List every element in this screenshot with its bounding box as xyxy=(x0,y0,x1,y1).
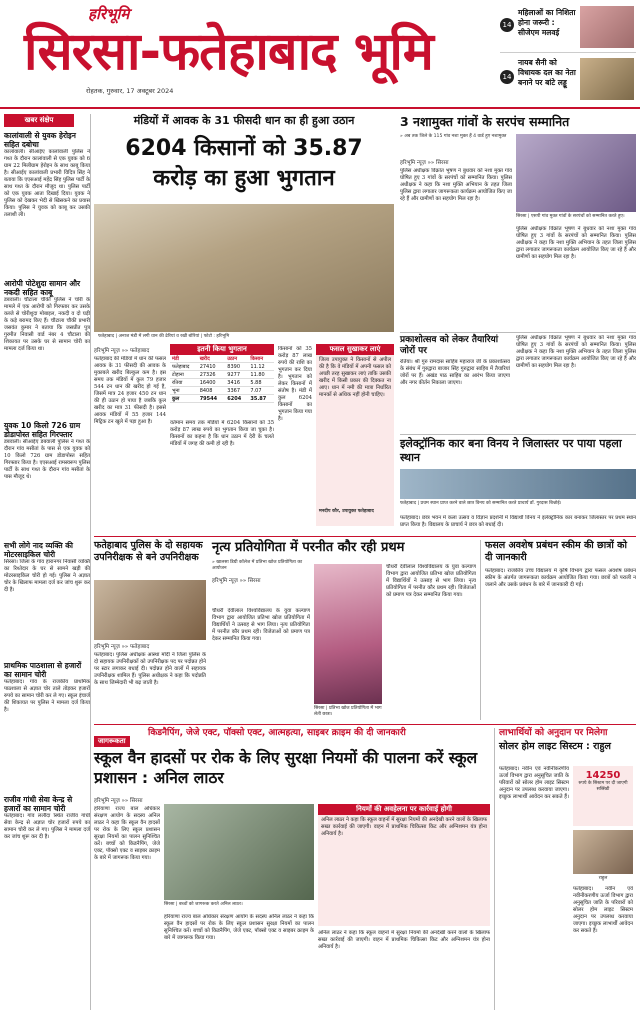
bottom-strip xyxy=(94,728,490,1010)
right-story-2 xyxy=(400,332,636,433)
dance-byline: हरिभूमि न्यूज़ »» सिरसा xyxy=(212,578,261,584)
table-cell: टोहाना xyxy=(170,371,198,379)
sidebar-item xyxy=(4,661,90,791)
main-photo xyxy=(94,204,394,332)
table-cell: 11.12 xyxy=(248,363,274,371)
strip-text: हरियाणा राज्य बाल अधिकार संरक्षण आयोग के सदस्य अनिल लाठर ने कहा कि स्कूल वैन हादसों पर रोक के लिए स्कूल प्रशासन सुरक्षा नियमों का पालन सुनिश्चित करें। बच्चों को किडनैपिंग, जेजे एक्ट, पॉक्सो एक्ट व साइबर क्राइम के बारे में जागरूक किया गया। xyxy=(94,806,160,861)
masthead xyxy=(0,0,640,110)
main-story xyxy=(94,114,394,532)
dance-photo xyxy=(314,564,382,704)
right1-text-2: पुलिस अधीक्षक विक्रांत भूषण ने बुधवार को नशा मुक्त गांव घोषित हुए 3 गांवों के सरपंचों को सम्मानित किया। पुलिस अधीक्षक ने कहा कि नशा मुक्ति अभियान के तहत जिला पुलिस द्वारा लगातार जागरूकता कार्यक्रम आयोजित किए जा रहे हैं और ग्रामीणों का सहयोग मिल रहा है। xyxy=(516,226,636,260)
main-sidebox-text: जिला उपायुक्त ने किसानों से अपील की है कि वे मंडियों में अपनी फसल को अच्छी तरह सुखाकर लाएं ताकि उसकी खरीद में किसी प्रकार की दिक्कत ना आए। धान में नमी की मात्रा निर्धारित मानकों से अधिक नहीं होनी चाहिए। xyxy=(319,357,391,398)
sidebar-item-body: डबवाली। चौटाला चौकी पुलिस ने चोरी के मामले में एक आरोपी को गिरफ्तार कर उसके कब्जे से चोरीशुदा मोबाइल, नकदी व दो घड़ी के कड़े बरामद किए हैं। चौटाला चौकी प्रभारी जसवंत कुमार ने बताया कि जसप्रीत पुत्र गुरमीत निवासी वार्ड नंबर 4 चौटाला की शिकायत पर उसके घर से सामान चोरी का मामला दर्ज किया था। xyxy=(4,297,90,352)
masthead-title: सिरसा-फतेहाबाद भूमि xyxy=(24,22,433,82)
main-byline: हरिभूमि न्यूज़ »» फतेहाबाद xyxy=(94,348,150,354)
story-solar xyxy=(494,728,636,1010)
right1-headline: 3 नशामुक्त गांवों के सरपंच सम्मानित xyxy=(400,114,570,129)
table-header-cell: मंडी xyxy=(170,355,198,363)
main-headline: 6204 किसानों को 35.87 करोड़ का हुआ भुगतान xyxy=(125,136,363,191)
promo-box-2[interactable] xyxy=(500,56,636,104)
main-sidebox-title: फसल सुखाकर लाएं xyxy=(316,344,394,355)
promo-text-2: नायब सैनी को विधायक दल का नेता बनाने पर बांटे लड्डू xyxy=(518,58,576,87)
main-sidebox-byline: मनदीप कौर, उपायुक्त फतेहाबाद xyxy=(319,509,374,514)
payment-table-grid xyxy=(170,355,274,403)
right-story-3 xyxy=(400,434,636,535)
promo-box-1[interactable] xyxy=(500,4,636,53)
strip-text-2: हरियाणा राज्य बाल अधिकार संरक्षण आयोग के सदस्य अनिल लाठर ने कहा कि स्कूल वैन हादसों पर रोक के लिए स्कूल प्रशासन सुरक्षा नियमों का पालन सुनिश्चित करें। बच्चों को किडनैपिंग, जेजे एक्ट, पॉक्सो एक्ट व साइबर क्राइम के बारे में जागरूक किया गया। xyxy=(164,914,314,941)
right3-caption: फतेहाबाद | प्रथम स्थान प्राप्त करने वाले छात्र विनय को सम्मानित करते प्राचार्य डॉ. गुरदास बिश्नोई। xyxy=(400,501,562,506)
sidebar-item xyxy=(4,131,90,275)
table-row xyxy=(170,387,274,395)
dance-text-2: चौधरी देवीलाल विश्वविद्यालय के युवा कल्याण विभाग द्वारा आयोजित प्रतिभा खोज प्रतियोगिता में विद्यार्थियों ने उत्साह से भाग लिया। नृत्य प्रतियोगिता में परनीत कौर प्रथम रही। विजेताओं को प्रमाण पत्र देकर सम्मानित किया गया। xyxy=(386,564,476,598)
sidebar-item xyxy=(4,421,90,537)
right3-text: फतेहाबाद। छात्र भवन में कला उत्सव व विज्ञान प्रदर्शनी में विद्यार्थी विनय ने इलेक्ट्रॉनिक कार बनाकर जिलास्तर पर प्रथम स्थान प्राप्त किया है। विद्यालय के प्राचार्य ने छात्र को बधाई दी। xyxy=(400,515,636,528)
promo-photo-1 xyxy=(580,6,634,48)
right2-text-2: पुलिस अधीक्षक विक्रांत भूषण ने बुधवार को नशा मुक्त गांव घोषित हुए 3 गांवों के सरपंचों को सम्मानित किया। पुलिस अधीक्षक ने कहा कि नशा मुक्ति अभियान के तहत जिला पुलिस द्वारा लगातार जागरूकता कार्यक्रम आयोजित किए जा रहे हैं और ग्रामीणों का सहयोग मिल रहा है। xyxy=(516,335,636,369)
section-rule-2 xyxy=(94,724,636,725)
sidebar-item xyxy=(4,541,90,657)
table-cell: 3416 xyxy=(225,379,248,387)
promo-num-2: 14 xyxy=(500,70,514,84)
story-dance xyxy=(212,540,476,720)
solar-box xyxy=(573,766,633,826)
sidebar-item-body: कालांवाली। सीआईए कालांवाली पुलिस ने गश्त के दौरान कालांवाली से एक युवक को 6 ग्राम 22 मिलीग्राम हेरोइन के साथ काबू किया है। सीआईए कालांवाली प्रभारी विदित्र सिंह ने बताया कि एएसआई महेंद्र सिंह पुलिस पार्टी के साथ गश्त के दौरान मौजूद था। पुलिस पार्टी को एक युवक आता दिखाई दिया। युवक ने पुलिस को देखकर भेदी से खिसकने का प्रयास किया। पुलिस ने युवक को काबू कर उसकी तलाशी ली। xyxy=(4,149,90,218)
main-col1: फतेहाबाद की मंडियों में धान की फसल आवक के 31 फीसदी की आवक के मुकाबले खरीद बिल्कुल कम है। इस समय तक मंडियों में कुल 79 हजार 544 टन धान की खरीद हो गई है, जिसमें मात्र 24 हजार 450 टन धान की ही उठान हो पाया है जबकि कुल खरीद का मात्र 31 फीसदी है। इससे आवक मंडियों में 55 हजार 144 मिट्रिक टन खुले में पड़ा हुआ है। xyxy=(94,356,166,425)
sidebar-item-title: राजीव गांधी सेवा केन्द्र से हजारों का सामान चोरी xyxy=(4,795,73,813)
section-rule-1 xyxy=(94,536,636,537)
scheme-headline: फसल अवशेष प्रबंधन स्कीम की छात्रों को दी जानकारी xyxy=(485,540,627,563)
table-cell: 8408 xyxy=(198,387,226,395)
sidebar-item-body: फतेहाबाद। गांव के राजकीय प्राथमिक पाठशाला से अज्ञात चोर ताले तोड़कर हजारों रुपये का सामान चोरी कर ले गए। स्कूल इंचार्ज की शिकायत पर पुलिस ने मामला दर्ज किया है। xyxy=(4,679,90,713)
table-header-cell: किसान xyxy=(248,355,274,363)
strip-kicker: किडनैपिंग, जेजे एक्ट, पॉक्सो एक्ट, आत्महत्या, साइबर क्राइम की दी जानकारी xyxy=(148,728,406,738)
solar-box-num: 14250 xyxy=(585,770,621,781)
main-kicker: मंडियों में आवक के 31 फीसदी धान का ही हुआ उठान xyxy=(133,114,355,127)
promo-num-1: 14 xyxy=(500,18,514,32)
promo-photo-2 xyxy=(580,58,634,100)
police-photo xyxy=(94,580,206,640)
right3-photo xyxy=(400,469,636,499)
table-row xyxy=(170,371,274,379)
right1-photo xyxy=(516,134,636,212)
promo-text-1: महिलाओं का निशिता होना जरूरी : सीजेएम मलवई xyxy=(518,8,576,37)
right1-bullets: » अब तक जिले के 115 गांव नशा मुक्त हैं 4 वार्ड हुए नशामुक्त xyxy=(400,134,507,139)
sidebar-item-body: सिरसा। जिला के गांव हारानगर निवासी व्यक्ति का रिश्तेदार के घर से सामने खड़ी की मोटरसाइकिल चोरी हो गई। पुलिस ने अज्ञात चोर के खिलाफ मामला दर्ज कर जांच शुरू कर दी है। xyxy=(4,559,90,593)
right1-text: पुलिस अधीक्षक विक्रांत भूषण ने बुधवार को नशा मुक्त गांव घोषित हुए 3 गांवों के सरपंचों को सम्मानित किया। पुलिस अधीक्षक ने कहा कि नशा मुक्ति अभियान के तहत जिला पुलिस द्वारा लगातार जागरूकता कार्यक्रम आयोजित किए जा रहे हैं और ग्रामीणों का सहयोग मिल रहा है। xyxy=(400,168,512,202)
sidebar-item-body: फतेहाबाद। गांव ललौदा स्थित राजीव गांधी सेवा केन्द्र से अज्ञात चोर हजारों रुपये का सामान चोरी कर ले गए। पुलिस ने मामला दर्ज कर जांच शुरू कर दी है। xyxy=(4,813,90,840)
right1-byline: हरिभूमि न्यूज़ »» सिरसा xyxy=(400,160,449,166)
police-headline: फतेहाबाद पुलिस के दो सहायक उपनिरीक्षक से बने उपनिरीक्षक xyxy=(94,540,203,563)
table-header-cell: खरीद xyxy=(198,355,226,363)
payment-table xyxy=(170,344,274,403)
logo-small: हरिभूमि xyxy=(88,5,130,23)
table-cell: 27410 xyxy=(198,363,226,371)
sidebar-item-body: डबवाली। सीआईए डबवाली पुलिस ने गश्त के दौरान गांव मसीतां के पास से एक युवक को 10 किलो 726 ग्राम डोडापोस्त सहित गिरफ्तार किया है। एएसआई रामस्वरूप पुलिस पार्टी के साथ गश्त के दौरान गांव मसीतां के पास मौजूद थे। xyxy=(4,439,90,480)
solar-text: फतेहाबाद। नवीन एवं नवीनीकरणीय ऊर्जा विभाग द्वारा अनुसूचित जाति के परिवारों को सोलर होम लाइट सिस्टम अनुदान पर उपलब्ध करवाया जाएगा। इच्छुक लाभार्थी आवेदन कर सकते हैं। xyxy=(499,766,569,800)
sidebar-item xyxy=(4,279,90,417)
table-cell: कुल xyxy=(170,395,198,403)
main-photo-caption: फतेहाबाद | अनाज मंडी में लगी धान की ढेरियां व रखी बोरियां | फोटो : हरिभूमि xyxy=(98,334,230,339)
table-cell: 6204 xyxy=(225,395,248,403)
strip-photo xyxy=(164,804,314,900)
solar-caption: राहुल xyxy=(598,876,608,881)
scheme-text: फतेहाबाद। राजकीय उच्च विद्यालय में कृषि विभाग द्वारा फसल अवशेष प्रबंधन स्कीम के अंतर्गत जागरूकता कार्यक्रम आयोजित किया गया। छात्रों को पराली न जलाने और उसके प्रबंधन के बारे में जानकारी दी गई। xyxy=(485,568,636,588)
story-police xyxy=(94,540,206,720)
table-row xyxy=(170,379,274,387)
main-col3: किसानों को 35 करोड़ 87 लाख रुपये की राशि का भुगतान कर दिया है। भुगतान को लेकर किसानों में संतोष है। मंडी में कुल 6204 किसानों का भुगतान किया गया है। xyxy=(278,346,312,422)
right2-text: रतिया। श्री गुरु रामदास साहिब महाराज जी के प्रकाशोत्सव के संबंध में गुरुद्वारा बाजार सिंह गुरुद्वारा साहिब में तैयारियां जोरों पर हैं। अखंड पाठ साहिब का आरंभ किया जाएगा और नगर कीर्तन निकाला जाएगा। xyxy=(400,359,510,386)
table-cell: 7.07 xyxy=(248,387,274,395)
table-cell: 27326 xyxy=(198,371,226,379)
sidebar-item-title: आरोपी पोटेशुदा सामान और नकदी सहित काबू xyxy=(4,279,81,297)
strip-text-3: अनिल लाठर ने कहा कि स्कूल वाहनों में सुरक्षा नियमों की अनदेखी करने वालों के खिलाफ सख्त कार्रवाई की जाएगी। वाहन में प्राथमिक चिकित्सा किट और अग्निशमन यंत्र होना अनिवार्य है। xyxy=(318,930,490,950)
right3-headline: इलेक्ट्रॉनिक कार बना विनय ने जिलास्तर पर पाया पहला स्थान xyxy=(400,437,622,464)
sidebar-item-title: कालांवाली से युवक हेरोइन सहित दबोचा xyxy=(4,131,76,149)
table-cell: 9277 xyxy=(225,371,248,379)
table-cell: 35.87 xyxy=(248,395,274,403)
main-col2: वर्तमान समय तक मंडियों में 6204 किसानों को 35 करोड़ 87 लाख रुपये का भुगतान किया जा चुका है। किसानों का कहना है कि धान उठान में देरी के चलते मंडियों में जगह की कमी हो रही है। xyxy=(170,420,274,447)
strip-box xyxy=(318,804,490,926)
sidebar-label: खबर संक्षेप xyxy=(4,114,74,127)
table-cell: 16400 xyxy=(198,379,226,387)
solar-photo xyxy=(573,830,633,874)
table-row xyxy=(170,363,274,371)
story-scheme xyxy=(480,540,636,720)
strip-caption: सिरसा | बच्चों को जागरूक करते अनिल लाठर। xyxy=(164,902,243,907)
solar-box-text: रुपये के सिस्टम पर दी जाएगी सब्सिडी xyxy=(578,781,628,792)
police-byline: हरिभूमि न्यूज़ »» फतेहाबाद xyxy=(94,644,150,650)
solar-kicker: लाभार्थियों को अनुदान पर मिलेगा xyxy=(499,728,608,738)
payment-table-title: इतनी किया भुगतान xyxy=(170,344,274,355)
table-cell: रतिया xyxy=(170,379,198,387)
table-cell: 5.88 xyxy=(248,379,274,387)
police-text: फतेहाबाद। पुलिस अधीक्षक आस्था मोदी ने जिला पुलिस के दो सहायक उपनिरीक्षकों को उपनिरीक्षक पद पर पदोन्नत होने पर स्टार लगाकर बधाई दी। पदोन्नत होने वालों में सहायक उपनिरीक्षक शामिल हैं। पुलिस अधीक्षक ने कहा कि पदोन्नति के साथ जिम्मेदारी भी बढ़ जाती है। xyxy=(94,652,206,686)
strip-byline: हरिभूमि न्यूज़ »» सिरसा xyxy=(94,798,143,804)
main-sidebox xyxy=(316,344,394,526)
table-cell: 8390 xyxy=(225,363,248,371)
masthead-rule xyxy=(0,107,640,109)
dance-caption: सिरसा | प्रतिभा खोज प्रतियोगिता में भाग लेती छात्रा। xyxy=(314,706,382,717)
table-header-cell: उठान xyxy=(225,355,248,363)
sidebar xyxy=(4,114,91,1010)
strip-label: जागरूकता xyxy=(94,736,130,747)
table-row xyxy=(170,395,274,403)
table-cell: 3367 xyxy=(225,387,248,395)
dance-headline: नृत्य प्रतियोगिता में परनीत कौर रही प्रथम xyxy=(212,540,405,555)
right-story-1 xyxy=(400,114,636,330)
right2-headline: प्रकाशोत्सव को लेकर तैयारियां जोरों पर xyxy=(400,335,499,356)
sidebar-item-title: युवक 10 किलो 726 ग्राम डोडापोस्त सहित गिरफ्तार xyxy=(4,421,81,439)
right1-caption: सिरसा | एसपी गांव मुक्त गांवों के सरपंचों को सम्मानित करते हुए। xyxy=(516,214,625,219)
strip-headline: स्कूल वैन हादसों पर रोक के लिए सुरक्षा नियमों की पालना करें स्कूल प्रशासन : अनिल लाठर xyxy=(94,749,478,787)
dance-text: चौधरी देवीलाल विश्वविद्यालय के युवा कल्याण विभाग द्वारा आयोजित प्रतिभा खोज प्रतियोगिता में विद्यार्थियों ने उत्साह से भाग लिया। नृत्य प्रतियोगिता में परनीत कौर प्रथम रही। विजेताओं को प्रमाण पत्र देकर सम्मानित किया गया। xyxy=(212,608,310,642)
table-cell: भूना xyxy=(170,387,198,395)
sidebar-item-title: प्राथमिक पाठशाला से हजारों का सामान चोरी xyxy=(4,661,82,679)
table-cell: 79544 xyxy=(198,395,226,403)
dance-bullet: » खालसा डिग्री कॉलेज में प्रतिभा खोज प्रतियोगिता का आयोजन xyxy=(212,560,303,571)
sidebar-item-title: सभी लोगे नाद व्यक्ति की मोटरसाइकिल चोरी xyxy=(4,541,73,559)
table-cell: फतेहाबाद xyxy=(170,363,198,371)
dateline: रोहतक, गुरुवार, 17 अक्टूबर 2024 xyxy=(86,87,174,95)
solar-headline: सोलर होम लाइट सिस्टम : राहुल xyxy=(499,741,611,752)
sidebar-item xyxy=(4,795,90,925)
solar-text-2: फतेहाबाद। नवीन एवं नवीनीकरणीय ऊर्जा विभाग द्वारा अनुसूचित जाति के परिवारों को सोलर होम लाइट सिस्टम अनुदान पर उपलब्ध करवाया जाएगा। इच्छुक लाभार्थी आवेदन कर सकते हैं। xyxy=(573,886,633,934)
strip-box-text: अनिल लाठर ने कहा कि स्कूल वाहनों में सुरक्षा नियमों की अनदेखी करने वालों के खिलाफ सख्त कार्रवाई की जाएगी। वाहन में प्राथमिक चिकित्सा किट और अग्निशमन यंत्र होना अनिवार्य है। xyxy=(321,817,487,837)
strip-box-title: नियमों की अवहेलना पर कार्रवाई होगी xyxy=(318,804,490,815)
table-cell: 11.80 xyxy=(248,371,274,379)
